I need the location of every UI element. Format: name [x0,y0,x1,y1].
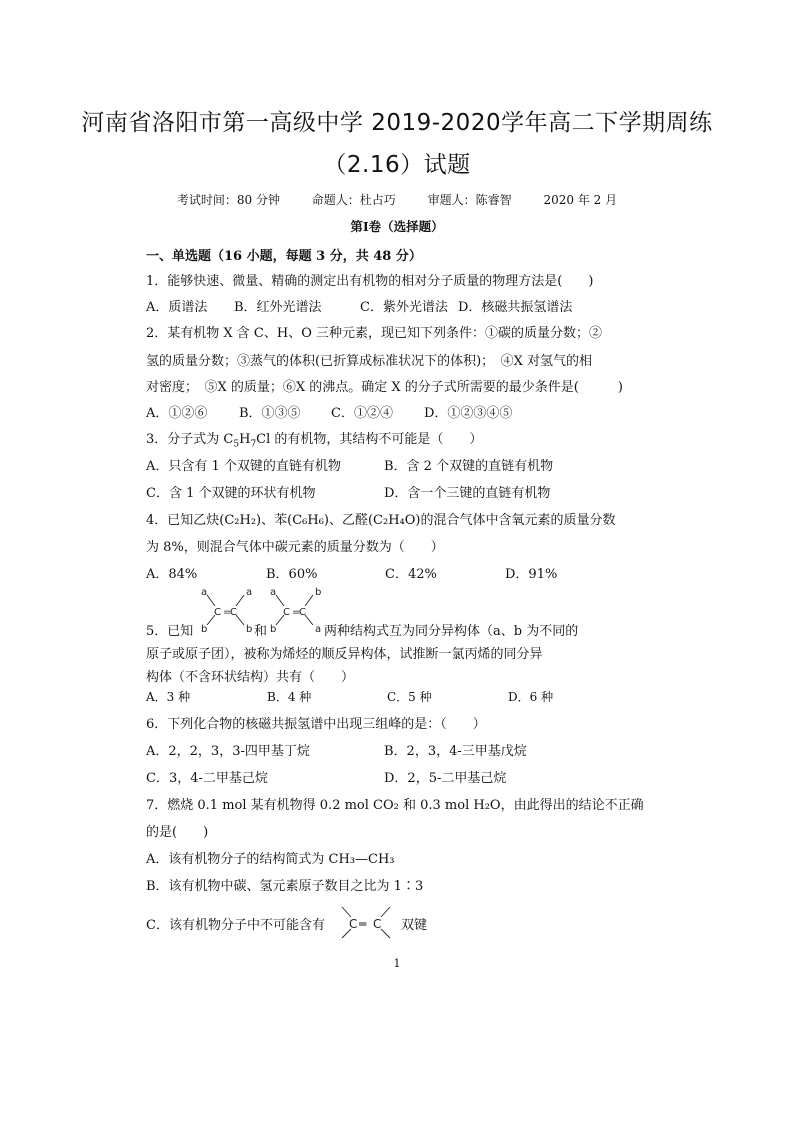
q7-atom-c2: C [373,917,382,931]
q5-atom-c1: C [214,607,221,618]
q7-option-a: A．该有机物分子的结构简式为 CH₃—CH₃ [146,852,395,867]
q2-option-b: B．①③⑤ [239,406,301,421]
q2-option-d: D．①②③④⑤ [424,406,513,421]
q5-prefix: 5．已知 [146,624,194,639]
q5-atom-c4: C [299,607,306,618]
q5-atom-a4: a [315,624,322,635]
q3-option-a: A．只含有 1 个双键的直链有机物 [146,459,341,474]
q3-option-b: B．含 2 个双键的直链有机物 [384,459,554,474]
q5-atom-a1: a [201,587,208,598]
q1-option-d: D．核磁共振氢谱法 [458,300,573,315]
q2-option-a: A．①②⑥ [146,406,208,421]
exam-meta [0,191,794,208]
q7-line1: 7．燃烧 0.1 mol 某有机物得 0.2 mol CO₂ 和 0.3 mol H₂O，由此得出的结论不正确 [146,798,644,813]
q4-option-d: D．91% [505,567,558,582]
q1-stem: 1．能够快速、微量、精确的测定出有机物的相对分子质量的物理方法是( ) [146,274,594,289]
q5-line3: 构体（不含环状结构）共有（ ） [146,670,355,685]
q5-line2: 原子或原子团），被称为烯烃的顺反异构体，试推断一氯丙烯的同分异 [146,647,543,662]
q5-atom-c2: C [230,607,237,618]
q3-option-c: C．含 1 个双键的环状有机物 [146,486,316,501]
q7-atom-c1: C [349,917,358,931]
q7-option-c-post: 双键 [401,918,428,933]
section-heading: 一、单选题（16 小题，每题 3 分，共 48 分） [146,249,422,264]
q6-option-c: C．3，4-二甲基己烷 [146,771,268,786]
q7-bond: ═ [359,917,367,931]
q6-option-b: B．2，3，4-三甲基戊烷 [384,744,527,759]
q7-option-c-pre: C．该有机物分子中不可能含有 [146,918,325,933]
document-title-line2: （2.16）试题 [323,152,471,178]
q3-h: H [239,432,251,447]
q5-bond2: = [292,607,301,618]
q4-line2: 为 8%，则混合气体中碳元素的质量分数为（ ） [146,540,444,555]
exam-reviewer: 审题人：陈睿智 [427,193,512,207]
q5-atom-b3: b [315,587,322,598]
q4-option-c: C．42% [385,567,437,582]
q5-atom-a3: a [270,587,277,598]
volume-heading: 第Ⅰ卷（选择题） [350,219,444,234]
exam-date: 2020 年 2 月 [543,193,618,207]
q5-bond1: = [223,607,232,618]
q5-atom-c3: C [283,607,290,618]
q3-stem-post: Cl 的有机物，其结构不可能是（ ） [256,432,483,447]
q4-option-a: A．84% [146,567,198,582]
q1-option-a: A．质谱法 [146,300,208,315]
page-number: 1 [393,957,401,970]
q4-option-b: B．60% [266,567,318,582]
document-title-line1: 河南省洛阳市第一高级中学 2019-2020学年高二下学期周练 [81,110,713,136]
q2-line2: 氢的质量分数；③蒸气的体积(已折算成标准状况下的体积)； ④X 对氢气的相 [146,354,593,369]
exam-time: 考试时间：80 分钟 [176,193,280,207]
q1-option-b: B．红外光谱法 [234,300,322,315]
q3-stem-pre: 3．分子式为 C [146,432,234,447]
q5-atom-a2: a [246,587,253,598]
q5-option-c: C．5 种 [387,690,432,704]
q4-line1: 4．已知乙炔(C₂H₂)、苯(C₆H₆)、乙醛(C₂H₄O)的混合气体中含氧元素的质量分数 [146,513,616,528]
q3-option-d: D．含一个三键的直链有机物 [384,486,551,501]
q5-suffix: 两种结构式互为同分异构体（a、b 为不同的 [324,624,579,639]
q5-atom-b1: b [201,624,208,635]
q3-sub-7: 7 [250,439,257,450]
q5-atom-b2: b [246,624,253,635]
q7-option-b: B．该有机物中碳、氢元素原子数目之比为 1∶3 [146,879,424,894]
q1-option-c: C．紫外光谱法 [360,300,448,315]
q6-stem: 6．下列化合物的核磁共振氢谱中出现三组峰的是：（ ） [146,717,486,732]
q2-option-c: C．①②④ [331,406,393,421]
q7-line2: 的是( ) [146,825,209,840]
q5-option-d: D．6 种 [508,690,554,704]
q2-line1: 2．某有机物 X 含 C、H、O 三种元素，现已知下列条件：①碳的质量分数；② [146,326,602,341]
exam-author: 命题人：杜占巧 [311,193,396,207]
q5-mid: 和 [254,624,268,639]
q7-double-bond-figure [336,902,396,942]
q3-sub-5: 5 [233,439,240,450]
q5-option-b: B．4 种 [267,690,312,704]
q2-line3: 对密度； ⑤X 的质量；⑥X 的沸点。确定 X 的分子式所需要的最少条件是( ) [146,380,623,395]
q3-stem [146,428,482,450]
q6-option-d: D．2，5-二甲基己烷 [384,771,507,786]
q6-option-a: A．2，2，3，3-四甲基丁烷 [146,744,310,759]
q5-atom-b4: b [270,624,277,635]
q5-option-a: A．3 种 [146,690,191,704]
